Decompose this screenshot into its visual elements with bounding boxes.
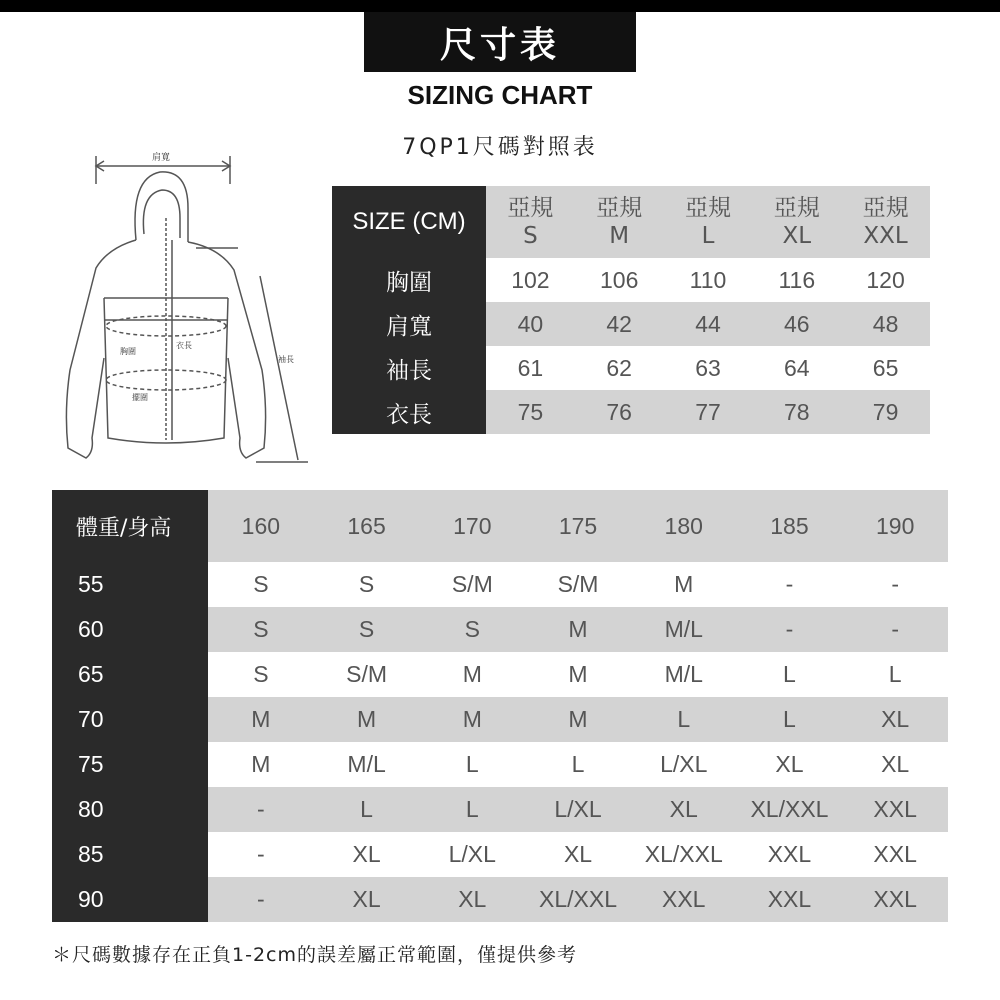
table-cell: 120: [866, 266, 905, 293]
table-cell: 75: [486, 390, 575, 434]
table-cell: S: [419, 607, 525, 652]
weight-label: 55: [52, 562, 208, 607]
table-cell: 46: [752, 302, 841, 346]
size-row-shoulder: [332, 302, 930, 346]
height-header: 170: [419, 490, 525, 562]
table-cell: -: [208, 877, 314, 922]
table-cell: XXL: [737, 877, 843, 922]
table-cell: L: [419, 787, 525, 832]
table-cell: L/XL: [448, 841, 496, 867]
height-header: 165: [314, 490, 420, 562]
size-header-l: 亞規 L: [664, 186, 753, 258]
size-header-s: 亞規 S: [486, 186, 575, 258]
table-cell: M: [419, 697, 525, 742]
table-cell: M: [314, 697, 420, 742]
sleeve-label: 袖長: [278, 355, 294, 364]
size-header-xl: 亞規 XL: [752, 186, 841, 258]
page-subtitle: SIZING CHART: [407, 80, 593, 110]
table-row: [52, 832, 948, 877]
size-table-corner: SIZE (CM): [332, 186, 486, 258]
table-cell: 63: [695, 354, 721, 381]
table-cell: 65: [872, 354, 899, 381]
table-cell: M: [568, 661, 588, 687]
table-cell: L: [314, 787, 420, 832]
table-cell: -: [785, 571, 794, 597]
table-cell: 79: [841, 390, 930, 434]
table-cell: 102: [511, 266, 550, 293]
table-cell: 106: [600, 266, 639, 293]
hem-label: 擺圍: [132, 393, 148, 402]
table-cell: S: [208, 607, 314, 652]
table-cell: 62: [606, 354, 632, 381]
table-cell: XL: [881, 751, 910, 777]
table-cell: S/M: [451, 571, 493, 597]
size-row-chest: [332, 258, 930, 302]
weight-label: 65: [52, 652, 208, 697]
table-cell: L: [465, 751, 479, 777]
table-cell: XL/XXL: [644, 841, 723, 867]
weight-label: 75: [52, 742, 208, 787]
table-cell: 77: [664, 390, 753, 434]
table-cell: 42: [575, 302, 664, 346]
weight-label: 90: [52, 877, 208, 922]
table-cell: S/M: [346, 661, 388, 687]
table-cell: L: [888, 661, 902, 687]
table-cell: S: [314, 607, 420, 652]
table-cell: -: [842, 607, 948, 652]
table-cell: L/XL: [660, 751, 708, 777]
table-cell: 64: [783, 354, 810, 381]
table-cell: L: [631, 697, 737, 742]
table-row: [52, 742, 948, 787]
table-cell: M: [525, 607, 631, 652]
table-cell: M: [462, 661, 482, 687]
top-bar: [0, 0, 1000, 12]
size-row-sleeve: [332, 346, 930, 390]
footnote: ＊尺碼數據存在正負1-2cm的誤差屬正常範圍，僅提供參考: [52, 944, 577, 966]
table-cell: XXL: [631, 877, 737, 922]
table-cell: S: [253, 571, 269, 597]
row-label: 衣長: [332, 390, 486, 434]
table-cell: M/L: [347, 751, 386, 777]
size-row-length: [332, 390, 930, 434]
table-cell: XXL: [842, 787, 948, 832]
row-label: 胸圍: [332, 258, 486, 302]
table-cell: XL/XXL: [525, 877, 631, 922]
table-cell: XL: [775, 751, 804, 777]
table-cell: M: [525, 697, 631, 742]
table-cell: -: [208, 787, 314, 832]
table-cell: XL: [631, 787, 737, 832]
table-cell: XXL: [873, 841, 917, 867]
weight-label: 70: [52, 697, 208, 742]
table-row: [52, 652, 948, 697]
table-cell: -: [737, 607, 843, 652]
table-row: [52, 697, 948, 742]
height-header-row: [52, 490, 948, 562]
length-label: 衣長: [176, 341, 192, 350]
table-cell: L: [737, 697, 843, 742]
height-header: 180: [631, 490, 737, 562]
weight-height-table: [52, 490, 948, 922]
table-cell: 40: [486, 302, 575, 346]
table-cell: XXL: [767, 841, 812, 867]
table-cell: 76: [575, 390, 664, 434]
model-caption: 7QP1尺碼對照表: [402, 135, 598, 160]
table-cell: M: [208, 697, 314, 742]
table-cell: M: [674, 571, 694, 597]
table-cell: -: [891, 571, 899, 597]
table-cell: M: [251, 751, 271, 777]
table-cell: XL: [314, 877, 420, 922]
table-cell: XL: [419, 877, 525, 922]
table-cell: 48: [841, 302, 930, 346]
table-row: [52, 607, 948, 652]
table-cell: M/L: [631, 607, 737, 652]
table-cell: -: [257, 841, 265, 867]
size-header-m: 亞規 M: [575, 186, 664, 258]
table-cell: XL: [842, 697, 948, 742]
table-row: [52, 562, 948, 607]
table-cell: XL/XXL: [737, 787, 843, 832]
table-cell: L: [783, 661, 796, 687]
jacket-measurement-diagram: [48, 148, 328, 468]
table-cell: 61: [517, 354, 544, 381]
size-measurement-table: [332, 186, 930, 434]
weight-label: 85: [52, 832, 208, 877]
table-cell: S/M: [557, 571, 599, 597]
weight-label: 60: [52, 607, 208, 652]
table-cell: L/XL: [525, 787, 631, 832]
table-cell: XL: [563, 841, 593, 867]
page-title: 尺寸表: [364, 12, 636, 72]
size-header-xxl: 亞規 XXL: [841, 186, 930, 258]
table-cell: 116: [778, 266, 816, 293]
table-cell: 110: [689, 266, 727, 293]
weight-height-corner: 體重/身高: [52, 490, 208, 562]
weight-label: 80: [52, 787, 208, 832]
table-row: [52, 877, 948, 922]
table-row: [52, 787, 948, 832]
table-cell: XXL: [842, 877, 948, 922]
row-label: 袖長: [332, 346, 486, 390]
height-header: 160: [208, 490, 314, 562]
size-table-header-row: [332, 186, 930, 258]
table-cell: 44: [664, 302, 753, 346]
table-cell: S: [253, 661, 269, 687]
row-label: 肩寬: [332, 302, 486, 346]
table-cell: S: [358, 571, 375, 597]
table-cell: M/L: [664, 661, 703, 687]
height-header: 190: [842, 490, 948, 562]
shoulder-label: 肩寬: [152, 153, 171, 163]
chest-label: 胸圍: [120, 347, 136, 356]
table-cell: 78: [752, 390, 841, 434]
table-cell: L: [571, 751, 585, 777]
height-header: 175: [525, 490, 631, 562]
table-cell: XL: [352, 841, 381, 867]
height-header: 185: [737, 490, 843, 562]
